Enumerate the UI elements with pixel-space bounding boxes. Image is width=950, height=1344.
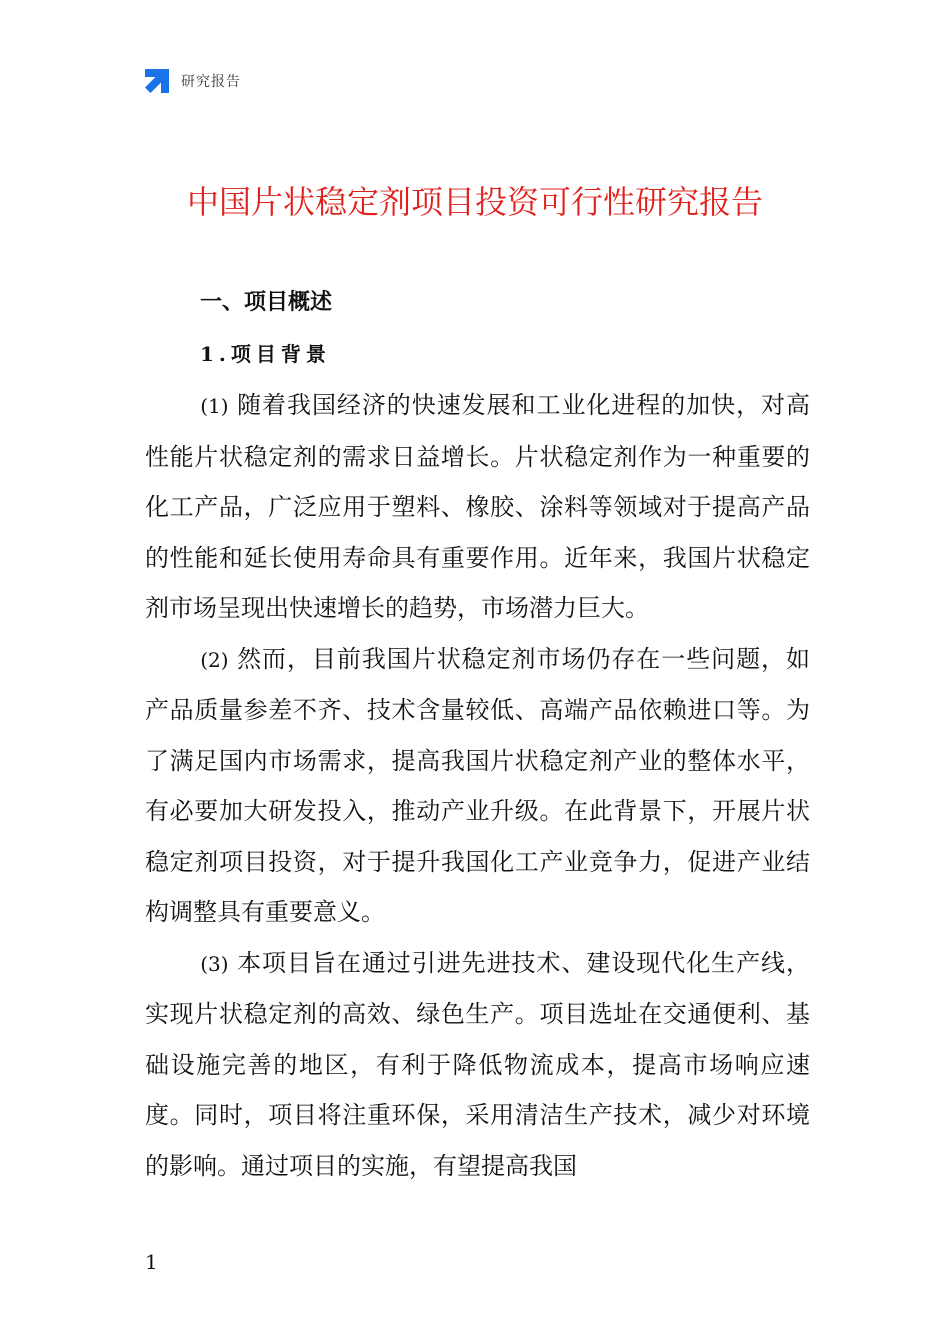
paragraph-text: 本项目旨在通过引进先进技术、建设现代化生产线，实现片状稳定剂的高效、绿色生产。项目选址在交通便利、基础设施完善的地区，有利于降低物流成本，提高市场响应速度。同时，项目将注重环保，采用清洁生产技术，减少对环境的影响。通过项目的实施，有望提高我国 — [145, 948, 810, 1180]
paragraph — [145, 380, 810, 634]
document-title: 中国片状稳定剂项目投资可行性研究报告 — [186, 183, 763, 221]
paragraph — [145, 938, 810, 1192]
arrow-up-right-icon — [143, 67, 171, 95]
header-label: 研究报告 — [181, 74, 241, 90]
body-text — [145, 380, 810, 1191]
page-number: 1 — [145, 1250, 158, 1274]
sub-heading: 1.项目背景 — [200, 342, 331, 366]
page-header — [143, 66, 241, 96]
section-heading: 一、项目概述 — [200, 290, 333, 315]
paragraph — [145, 634, 810, 938]
paragraph-number: (2) — [200, 647, 229, 672]
paragraph-text: 随着我国经济的快速发展和工业化进程的加快，对高性能片状稳定剂的需求日益增长。片状稳定剂作为一种重要的化工产品，广泛应用于塑料、橡胶、涂料等领域对于提高产品的性能和延长使用寿命具有重要作用。近年来，我国片状稳定剂市场呈现出快速增长的趋势，市场潜力巨大。 — [145, 391, 810, 622]
paragraph-number: (1) — [200, 394, 229, 418]
paragraph-number: (3) — [200, 951, 229, 976]
paragraph-text: 然而，目前我国片状稳定剂市场仍存在一些问题，如产品质量参差不齐、技术含量较低、高端产品依赖进口等。为了满足国内市场需求，提高我国片状稳定剂产业的整体水平，有必要加大研发投入，推动产业升级。在此背景下，开展片状稳定剂项目投资，对于提升我国化工产业竞争力，促进产业结构调整具有重要意义。 — [145, 644, 810, 926]
